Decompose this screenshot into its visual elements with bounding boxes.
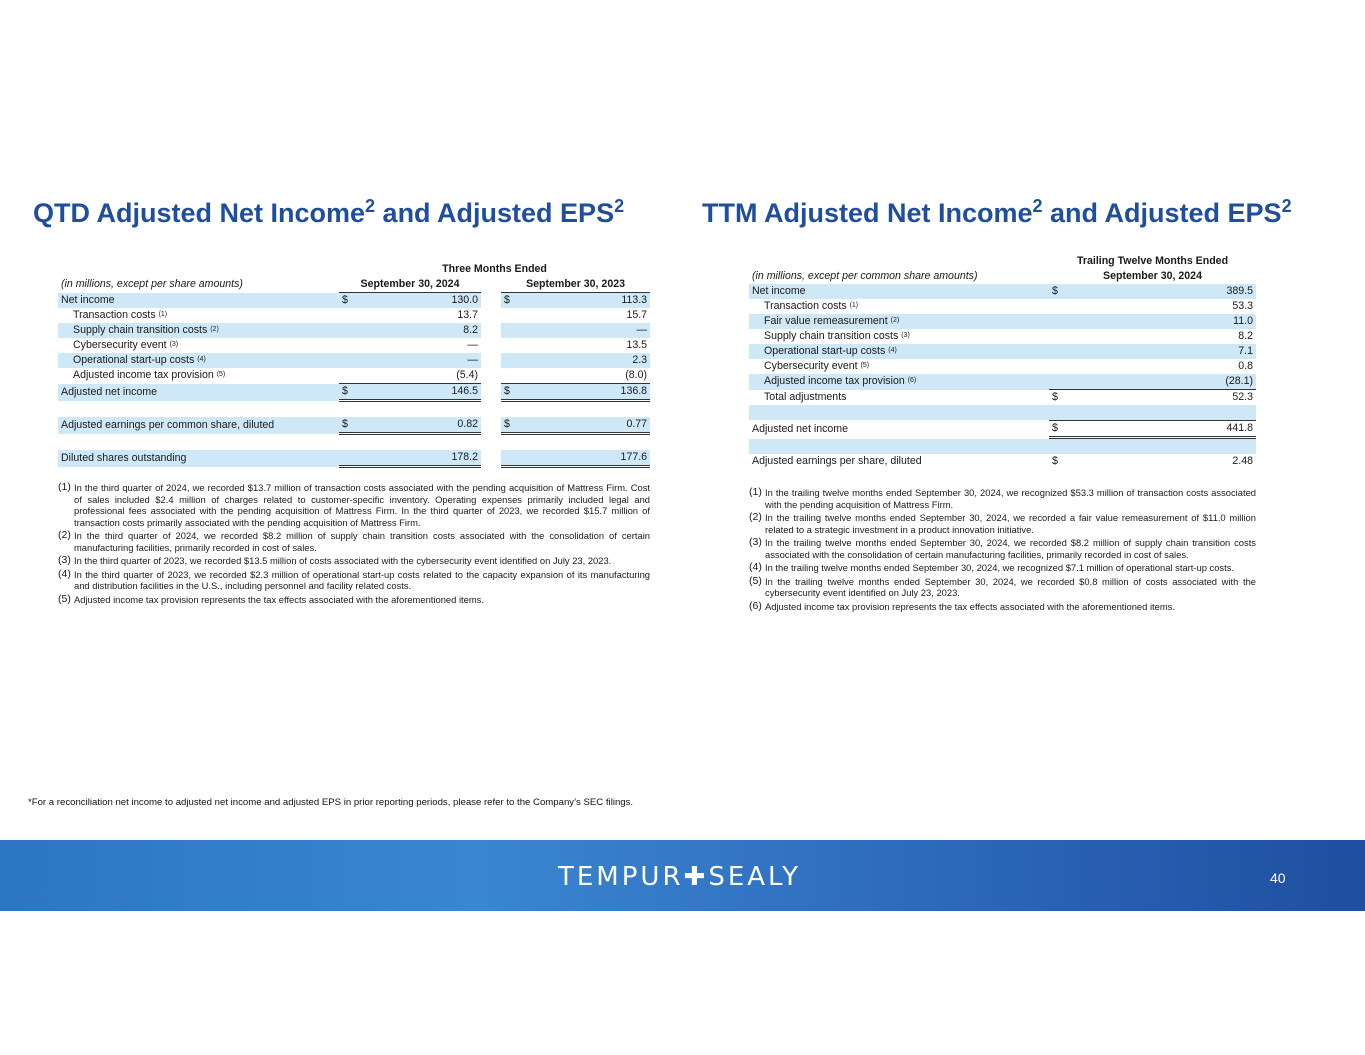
table-row — [749, 421, 1256, 438]
row-label-text: Transaction costs — [73, 309, 156, 321]
table-row — [749, 390, 1256, 406]
column-gap — [481, 293, 501, 309]
table-row — [749, 359, 1256, 374]
row-label-text: Adjusted net income — [61, 385, 157, 398]
footnote-number: (1) — [58, 481, 71, 493]
value-2023: 177.6 — [523, 450, 650, 467]
value-ttm: 441.8 — [1069, 421, 1256, 438]
currency-cell: $ — [501, 293, 523, 309]
footnote-item — [58, 482, 650, 528]
value-2023: 0.77 — [523, 417, 650, 434]
value-ttm: (28.1) — [1069, 374, 1256, 390]
table-row — [749, 344, 1256, 359]
currency-cell — [501, 308, 523, 323]
footnote-number: (1) — [749, 486, 762, 498]
qtd-col1-header: September 30, 2024 — [339, 277, 481, 293]
row-label-text: Adjusted net income — [752, 422, 848, 435]
value-2024: 178.2 — [361, 450, 481, 467]
brand-right: SEALY — [708, 862, 801, 892]
row-label-text: Cybersecurity event — [73, 339, 167, 351]
footnote-ref: (4) — [888, 347, 897, 354]
table-row — [58, 368, 650, 384]
row-label — [749, 421, 1049, 438]
row-label-text: Operational start-up costs — [764, 345, 886, 357]
qtd-table — [58, 262, 650, 468]
row-label — [58, 308, 339, 323]
table-row — [749, 284, 1256, 299]
table-row — [749, 314, 1256, 329]
row-label-text: Net income — [61, 293, 115, 306]
value-2023: 113.3 — [523, 293, 650, 309]
table-row — [58, 450, 650, 467]
table-row — [749, 454, 1256, 469]
footnote-text: In the third quarter of 2024, we recorded $13.7 million of transaction costs associated with the pending acquisition of Mattress Firm. Cost of sales included $2.4 million of charges related to customer-specific inventory. Operating expenses primarily included legal and professional fees associated with the pending acquisition of Mattress Firm. In the third quarter of 2023, we recorded $15.7 million of transaction costs primarily associated with the pending acquisition of Mattress Firm. — [74, 482, 650, 528]
column-gap — [481, 368, 501, 384]
page-number: 40 — [1270, 870, 1286, 886]
column-gap — [481, 384, 501, 401]
footnote-item — [58, 594, 650, 606]
value-2024: 8.2 — [361, 323, 481, 338]
currency-cell — [1049, 374, 1069, 390]
qtd-period-header: Three Months Ended — [442, 263, 547, 275]
row-label — [749, 284, 1049, 299]
currency-cell — [339, 308, 361, 323]
currency-cell — [339, 450, 361, 467]
footnote-text: Adjusted income tax provision represents the tax effects associated with the aforementioned items. — [74, 593, 484, 605]
qtd-unit-label: (in millions, except per share amounts) — [61, 278, 243, 291]
value-ttm: 7.1 — [1069, 344, 1256, 359]
column-gap — [481, 308, 501, 323]
column-gap — [481, 417, 501, 434]
footnote-number: (6) — [749, 599, 762, 612]
row-label — [749, 329, 1049, 344]
value-ttm: 52.3 — [1069, 390, 1256, 406]
footnote-number: (5) — [58, 592, 71, 605]
row-label — [58, 293, 339, 309]
value-2023: (8.0) — [625, 369, 648, 381]
currency-cell — [501, 353, 523, 368]
ttm-footnotes — [749, 487, 1256, 612]
ttm-title-sup-2: 2 — [1281, 196, 1292, 216]
footnote-ref: (1) — [158, 311, 168, 318]
spacer-row — [749, 438, 1256, 455]
currency-cell: $ — [339, 293, 361, 309]
footnote-text: In the trailing twelve months ended September 30, 2024, we recorded a fair value remeasurement of $11.0 million related to a strategic investment in a product innovation initiative. — [765, 512, 1256, 535]
footnote-text: In the third quarter of 2023, we recorded $13.5 million of costs associated with the cybersecurity event identified on July 23, 2023. — [74, 555, 612, 566]
footnote-text: In the third quarter of 2023, we recorded $2.3 million of operational start-up costs related to the capacity expansion of its manufacturing and distribution facilities in the U.S., including personnel and facility related costs. — [74, 568, 650, 591]
row-label-text: Cybersecurity event — [764, 360, 858, 372]
currency-cell — [339, 368, 361, 384]
ttm-section-title — [702, 198, 1292, 229]
ttm-title-mid: and Adjusted EPS — [1042, 198, 1282, 228]
footnote-item — [749, 512, 1256, 535]
currency-cell: $ — [339, 384, 361, 401]
row-label-text: Net income — [752, 285, 806, 297]
value-2024: — — [467, 339, 478, 351]
value-2024: (5.4) — [456, 369, 478, 381]
table-row — [58, 293, 650, 309]
table-row — [58, 308, 650, 323]
footnote-item — [749, 601, 1256, 613]
spacer-row — [749, 405, 1256, 421]
footnote-number: (4) — [58, 567, 71, 580]
table-row — [58, 353, 650, 368]
currency-cell: $ — [501, 417, 523, 434]
row-label-text: Fair value remeasurement — [764, 315, 888, 327]
footnote-ref: (5) — [216, 371, 226, 379]
currency-cell: $ — [1049, 284, 1069, 299]
footnote-ref: (5) — [860, 362, 870, 369]
footnote-number: (2) — [58, 529, 71, 541]
footnote-ref: (1) — [849, 302, 859, 309]
footnote-ref: (3) — [169, 341, 179, 348]
column-gap — [481, 450, 501, 467]
value-ttm: 0.8 — [1238, 360, 1254, 372]
value-2024: 13.7 — [457, 309, 478, 321]
value-2023: 13.5 — [626, 339, 648, 351]
column-gap — [481, 338, 501, 353]
value-2023: 15.7 — [626, 309, 648, 321]
currency-cell: $ — [339, 417, 361, 434]
currency-cell: $ — [1049, 390, 1069, 406]
value-ttm: 2.48 — [1232, 455, 1254, 467]
footnote-ref: (3) — [901, 332, 910, 339]
row-label — [749, 299, 1049, 314]
qtd-col2-header: September 30, 2023 — [501, 277, 650, 293]
currency-cell — [339, 338, 361, 353]
currency-cell — [1049, 314, 1069, 329]
footnote-ref: (4) — [197, 356, 206, 363]
qtd-title-sup-2: 2 — [614, 196, 625, 216]
footnote-text: In the trailing twelve months ended September 30, 2024, we recognized $53.3 million of transaction costs associated with the pending acquisition of Mattress Firm. — [765, 487, 1256, 510]
footnote-ref: (2) — [210, 326, 219, 333]
footnote-text: In the trailing twelve months ended September 30, 2024, we recorded $0.8 million of costs associated with the cybersecurity event identified on July 23, 2023. — [765, 575, 1256, 598]
row-label — [58, 353, 339, 368]
qtd-reconciliation-panel — [58, 262, 650, 607]
row-label — [749, 374, 1049, 390]
brand-left: TEMPUR — [558, 862, 684, 892]
currency-cell — [1049, 359, 1069, 374]
row-label — [749, 314, 1049, 329]
table-row — [749, 374, 1256, 390]
tempur-sealy-logo — [558, 862, 801, 892]
row-label-text: Total adjustments — [764, 390, 847, 403]
footnote-ref: (6) — [907, 377, 917, 385]
row-label — [58, 450, 339, 467]
currency-cell — [501, 368, 523, 384]
footnote-number: (2) — [749, 511, 762, 523]
footnote-number: (4) — [749, 561, 762, 573]
footnote-number: (5) — [749, 574, 762, 587]
value-2024: 0.82 — [361, 417, 481, 434]
table-row — [58, 384, 650, 401]
currency-cell — [1049, 329, 1069, 344]
ttm-unit-label: (in millions, except per common share amounts) — [752, 270, 978, 282]
row-label-text: Adjusted earnings per share, diluted — [752, 455, 922, 467]
row-label-text: Diluted shares outstanding — [61, 451, 187, 464]
currency-cell: $ — [501, 384, 523, 401]
currency-cell — [501, 323, 523, 338]
footnote-item — [58, 530, 650, 553]
ttm-title-text: TTM Adjusted Net Income — [702, 198, 1033, 228]
spacer-row — [58, 434, 650, 451]
row-label — [58, 384, 339, 401]
spacer-row — [58, 401, 650, 418]
reconciliation-disclaimer: *For a reconciliation net income to adjusted net income and adjusted EPS in prior reporting periods, please refer to the Company’s SEC filings. — [28, 797, 634, 808]
footnote-text: In the trailing twelve months ended September 30, 2024, we recorded $8.2 million of supply chain transition costs associated with the consolidation of certain manufacturing facilities, primarily recorded in cost of sales. — [765, 537, 1256, 560]
value-ttm: 11.0 — [1069, 314, 1256, 329]
currency-cell: $ — [1052, 455, 1058, 467]
currency-cell — [501, 338, 523, 353]
currency-cell — [339, 353, 361, 368]
row-label — [58, 368, 339, 384]
column-gap — [481, 353, 501, 368]
value-2023: 2.3 — [523, 353, 650, 368]
footnote-ref: (2) — [890, 317, 900, 324]
qtd-title-mid: and Adjusted EPS — [375, 198, 615, 228]
footnote-item — [749, 576, 1256, 599]
value-ttm: 53.3 — [1232, 300, 1254, 312]
row-label — [58, 417, 339, 434]
table-row — [58, 323, 650, 338]
currency-cell — [1049, 344, 1069, 359]
currency-cell — [1049, 299, 1069, 314]
column-gap — [481, 323, 501, 338]
currency-cell: $ — [1049, 421, 1069, 438]
qtd-title-text: QTD Adjusted Net Income — [33, 198, 366, 228]
row-label — [58, 338, 339, 353]
table-row — [58, 338, 650, 353]
currency-cell — [501, 450, 523, 467]
value-2024: 146.5 — [361, 384, 481, 401]
ttm-period-header: Trailing Twelve Months Ended — [1076, 255, 1229, 267]
currency-cell — [339, 323, 361, 338]
row-label — [58, 323, 339, 338]
ttm-reconciliation-panel — [749, 254, 1256, 614]
value-2023: 136.8 — [523, 384, 650, 401]
ttm-table — [749, 254, 1256, 469]
ttm-title-sup: 2 — [1032, 196, 1043, 216]
row-label-text: Adjusted income tax provision — [764, 375, 905, 388]
footnote-item — [749, 562, 1256, 574]
footnote-item — [749, 487, 1256, 510]
value-2024: — — [361, 353, 481, 368]
footnote-number: (3) — [58, 554, 71, 566]
row-label-text: Adjusted income tax provision — [73, 369, 214, 382]
footnote-number: (3) — [749, 536, 762, 548]
value-2024: 130.0 — [361, 293, 481, 309]
qtd-title-sup: 2 — [365, 196, 376, 216]
value-2023: — — [523, 323, 650, 338]
ttm-col1-header: September 30, 2024 — [1103, 270, 1202, 282]
row-label-text: Supply chain transition costs — [764, 330, 899, 342]
footnote-item — [58, 569, 650, 592]
row-label — [749, 344, 1049, 359]
row-label-text: Operational start-up costs — [73, 354, 195, 366]
qtd-footnotes — [58, 482, 650, 605]
value-ttm: 389.5 — [1069, 284, 1256, 299]
row-label — [749, 359, 1049, 374]
plus-cross-icon: ✚ — [683, 862, 709, 892]
table-row — [749, 329, 1256, 344]
row-label-text: Adjusted earnings per common share, diluted — [61, 418, 275, 431]
row-label — [749, 454, 1049, 469]
footnote-item — [749, 537, 1256, 560]
qtd-section-title — [33, 198, 624, 229]
value-ttm: 8.2 — [1238, 330, 1254, 342]
footnote-text: In the third quarter of 2024, we recorded $8.2 million of supply chain transition costs associated with the consolidation of certain manufacturing facilities, primarily recorded in cost of sales. — [74, 530, 650, 553]
row-label — [749, 390, 1049, 406]
table-row — [58, 417, 650, 434]
table-row — [749, 299, 1256, 314]
footnote-text: In the trailing twelve months ended September 30, 2024, we recognized $7.1 million of operational start-up costs. — [765, 562, 1235, 573]
row-label-text: Transaction costs — [764, 300, 847, 312]
footer-bar — [0, 840, 1365, 911]
row-label-text: Supply chain transition costs — [73, 324, 208, 336]
footnote-text: Adjusted income tax provision represents the tax effects associated with the aforementioned items. — [765, 600, 1175, 612]
footnote-item — [58, 555, 650, 567]
